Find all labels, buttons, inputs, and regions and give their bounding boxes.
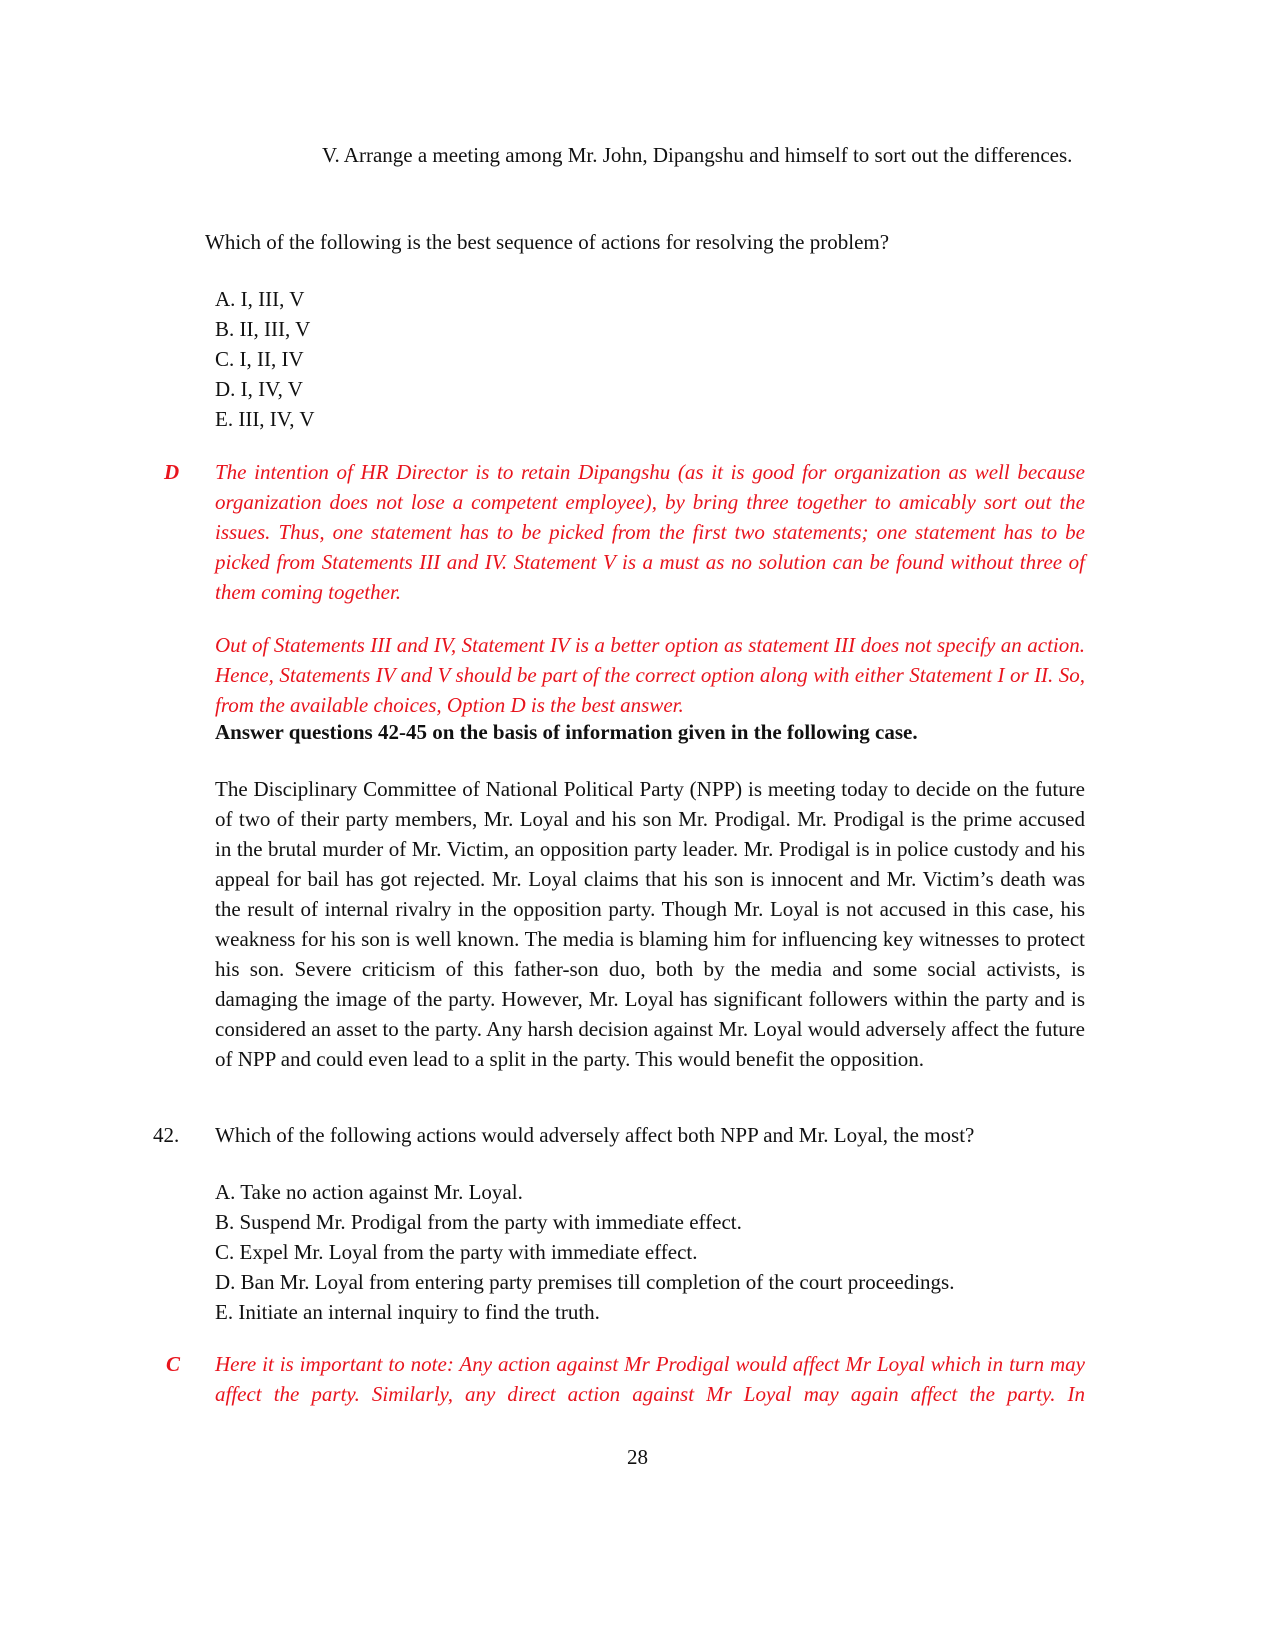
case-text: The Disciplinary Committee of National Political Party (NPP) is meeting today to decide on the future of two of their party members, Mr. Loyal and his son Mr. Prodigal. Mr. Prodigal is the prime accused in the brutal murder of Mr. Victim, an opposition party leader. Mr. Prodigal is in police custody and his appeal for bail has got rejected. Mr. Loyal claims that his son is innocent and Mr. Victim’s death was the result of internal rivalry in the opposition party. Though Mr. Loyal is not accused in this case, his weakness for his son is well known. The media is blaming him for influencing key witnesses to protect his son. Severe criticism of this father-son duo, both by the media and some social activists, is damaging the image of the party. However, Mr. Loyal has significant followers within the party and is considered an asset to the party. Any harsh decision against Mr. Loyal would adversely affect the future of NPP and could even lead to a split in the party. This would benefit the opposition. bbox=[215, 777, 1085, 1071]
option-e: E. III, IV, V bbox=[215, 407, 315, 431]
case-heading: Answer questions 42-45 on the basis of information given in the following case. bbox=[215, 720, 918, 744]
explanation-42: Here it is important to note: Any action against Mr Prodigal would affect Mr Loyal which in turn may affect the party. Similarly, any direct action against Mr Loyal may again affect the party. In bbox=[215, 1352, 1085, 1406]
option-d: D. I, IV, V bbox=[215, 377, 303, 401]
question-42-prompt: Which of the following actions would adversely affect both NPP and Mr. Loyal, the most? bbox=[215, 1123, 975, 1147]
option-e: E. Initiate an internal inquiry to find the truth. bbox=[215, 1300, 600, 1324]
option-d: D. Ban Mr. Loyal from entering party premises till completion of the court proceedings. bbox=[215, 1270, 955, 1294]
question-42-options bbox=[215, 1177, 1085, 1327]
option-b: B. II, III, V bbox=[215, 317, 311, 341]
question-41-prompt: Which of the following is the best sequence of actions for resolving the problem? bbox=[205, 230, 890, 254]
option-a: A. Take no action against Mr. Loyal. bbox=[215, 1180, 523, 1204]
option-a: A. I, III, V bbox=[215, 287, 305, 311]
option-c: C. I, II, IV bbox=[215, 347, 304, 371]
explanation-41-paragraph-2: Out of Statements III and IV, Statement IV is a better option as statement III does not specify an action. Hence, Statements IV and V should be part of the correct option along with either Statement I or II. So, from the available choices, Option D is the best answer. bbox=[215, 633, 1085, 717]
answer-letter-42: C bbox=[166, 1352, 181, 1376]
statement-v: V. Arrange a meeting among Mr. John, Dipangshu and himself to sort out the differences. bbox=[322, 143, 1073, 167]
answer-letter-41: D bbox=[164, 460, 180, 484]
option-c: C. Expel Mr. Loyal from the party with immediate effect. bbox=[215, 1240, 698, 1264]
page-number: 28 bbox=[627, 1445, 648, 1469]
question-41-options bbox=[215, 284, 815, 434]
option-b: B. Suspend Mr. Prodigal from the party with immediate effect. bbox=[215, 1210, 742, 1234]
question-42-number: 42. bbox=[153, 1123, 180, 1147]
explanation-41-paragraph-1: The intention of HR Director is to retain Dipangshu (as it is good for organization as well because organization does not lose a competent employee), by bring three together to amicably sort out the issues. Thus, one statement has to be picked from the first two statements; one statement has to be picked from Statements III and IV. Statement V is a must as no solution can be found without three of them coming together. bbox=[215, 460, 1085, 604]
